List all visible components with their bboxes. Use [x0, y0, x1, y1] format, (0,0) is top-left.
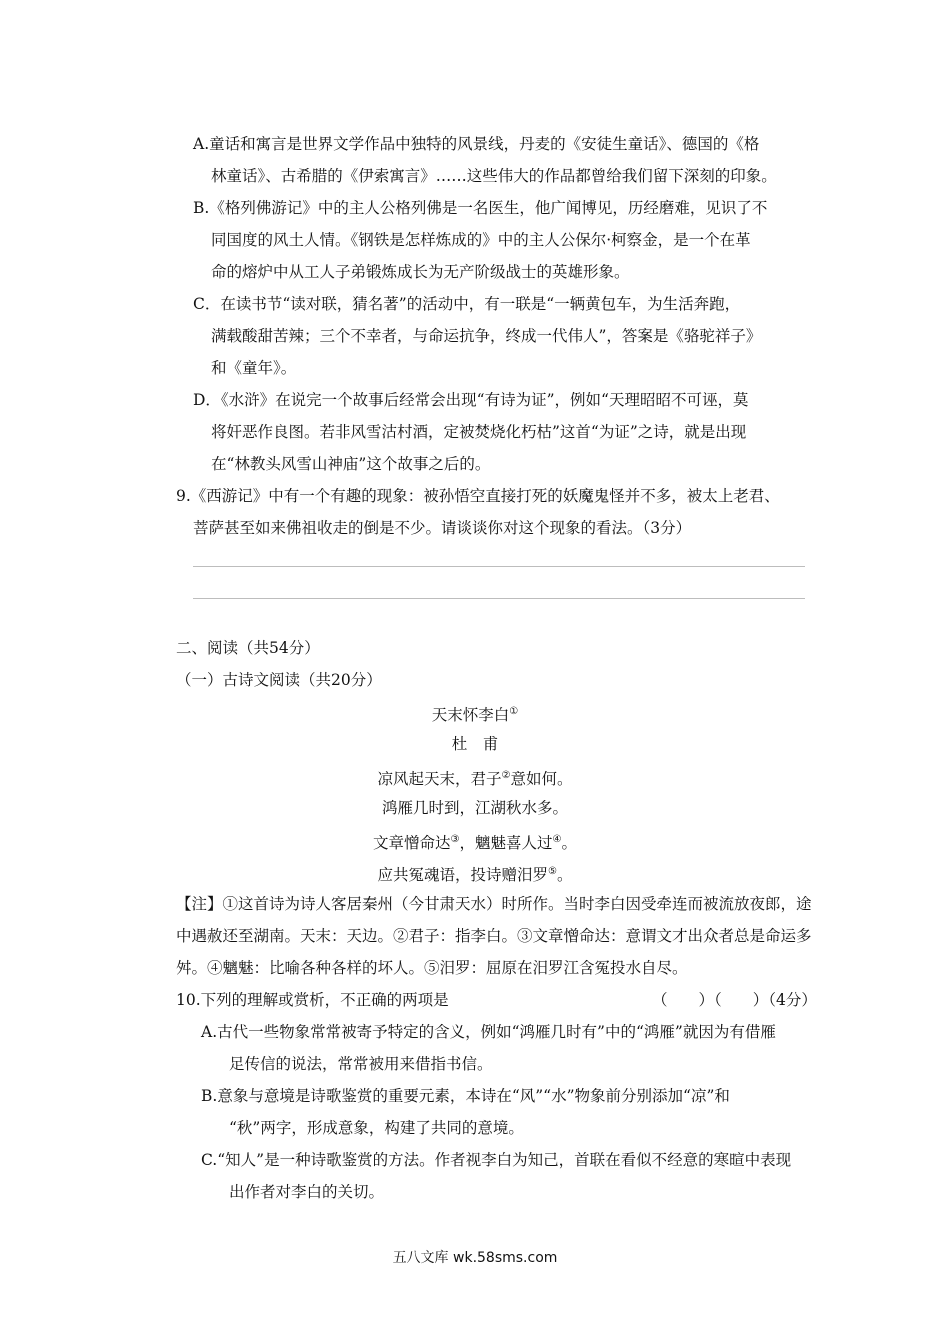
q10-option-b-line1: B.意象与意境是诗歌鉴赏的重要元素，本诗在“风”“水”物象前分别添加“凉”和 [201, 1087, 730, 1105]
q8-option-c-line1: C．在读书节“读对联，猜名著”的活动中，有一联是“一辆黄包车，为生活奔跑， [193, 295, 741, 313]
q8-option-a-line1: A.童话和寓言是世界文学作品中独特的风景线，丹麦的《安徒生童话》、德国的《格 [193, 135, 760, 153]
q10-stem: 10.下列的理解或赏析，不正确的两项是 [176, 991, 449, 1009]
footer-watermark[interactable]: 五八文库 wk.58sms.com [392, 1250, 558, 1266]
q10-option-a-line2: 足传信的说法，常常被用来借指书信。 [229, 1055, 493, 1073]
q9-line2: 菩萨甚至如来佛祖收走的倒是不少。请谈谈你对这个现象的看法。（3分） [193, 519, 692, 537]
q10-option-c-line1: C.“知人”是一种诗歌鉴赏的方法。作者视李白为知己，首联在看似不经意的寒暄中表现 [201, 1151, 792, 1169]
poem-author: 杜 甫 [451, 735, 499, 753]
poem-title: 天末怀李白① [431, 706, 519, 725]
note-line-1: 【注】①这首诗为诗人客居秦州（今甘肃天水）时所作。当时李白因受牵连而被流放夜郎，途 [176, 895, 812, 913]
q8-option-a-line2: 林童话》、古希腊的《伊索寓言》……这些伟大的作品都曾给我们留下深刻的印象。 [211, 167, 777, 185]
answer-line-1[interactable] [193, 566, 805, 567]
poem-line-1: 凉风起天末，君子②意如何。 [377, 770, 573, 789]
q9-line1: 9.《西游记》中有一个有趣的现象：被孙悟空直接打死的妖魔鬼怪并不多，被太上老君、 [176, 487, 780, 505]
answer-line-2[interactable] [193, 598, 805, 599]
note-line-2: 中遇赦还至湖南。天末：天边。②君子：指李白。③文章憎命达：意谓文才出众者总是命运多 [176, 927, 812, 945]
subsection-heading: （一）古诗文阅读（共20分） [176, 671, 382, 689]
poem-line-2: 鸿雁几时到，江湖秋水多。 [381, 799, 568, 817]
section-heading: 二、阅读（共54分） [176, 639, 320, 657]
poem-line-3: 文章憎命达③，魑魅喜人过④。 [373, 834, 577, 853]
q10-option-b-line2: “秋”两字，形成意象，构建了共同的意境。 [229, 1119, 524, 1137]
poem-line-4: 应共冤魂语，投诗赠汨罗⑤。 [377, 866, 573, 885]
q8-option-b-line2: 同国度的风土人情。《钢铁是怎样炼成的》中的主人公保尔·柯察金，是一个在革 [211, 231, 751, 249]
q10-option-a-line1: A.古代一些物象常常被寄予特定的含义，例如“鸿雁几时有”中的“鸿雁”就因为有借雁 [201, 1023, 776, 1041]
note-line-3: 舛。④魑魅：比喻各种各样的坏人。⑤汨罗：屈原在汨罗江含冤投水自尽。 [176, 959, 688, 977]
q10-option-c-line2: 出作者对李白的关切。 [229, 1183, 385, 1201]
q8-option-c-line2: 满载酸甜苦辣；三个不幸者，与命运抗争，终成一代伟人”，答案是《骆驼祥子》 [211, 327, 762, 345]
q8-option-d-line3: 在“林教头风雪山神庙”这个故事之后的。 [211, 455, 491, 473]
q8-option-d-line2: 将奸恶作良图。若非风雪沽村酒，定被焚烧化朽枯”这首“为证”之诗，就是出现 [211, 423, 747, 441]
q8-option-c-line3: 和《童年》。 [211, 359, 297, 377]
q8-option-b-line1: B.《格列佛游记》中的主人公格列佛是一名医生，他广闻博见，历经磨难，见识了不 [193, 199, 768, 217]
q8-option-b-line3: 命的熔炉中从工人子弟锻炼成长为无产阶级战士的英雄形象。 [211, 263, 630, 281]
q10-answer-blanks: （ ）（ ）（4分） [652, 991, 817, 1009]
q8-option-d-line1: D．《水浒》在说完一个故事后经常会出现“有诗为证”，例如“天理昭昭不可诬，莫 [193, 391, 749, 409]
